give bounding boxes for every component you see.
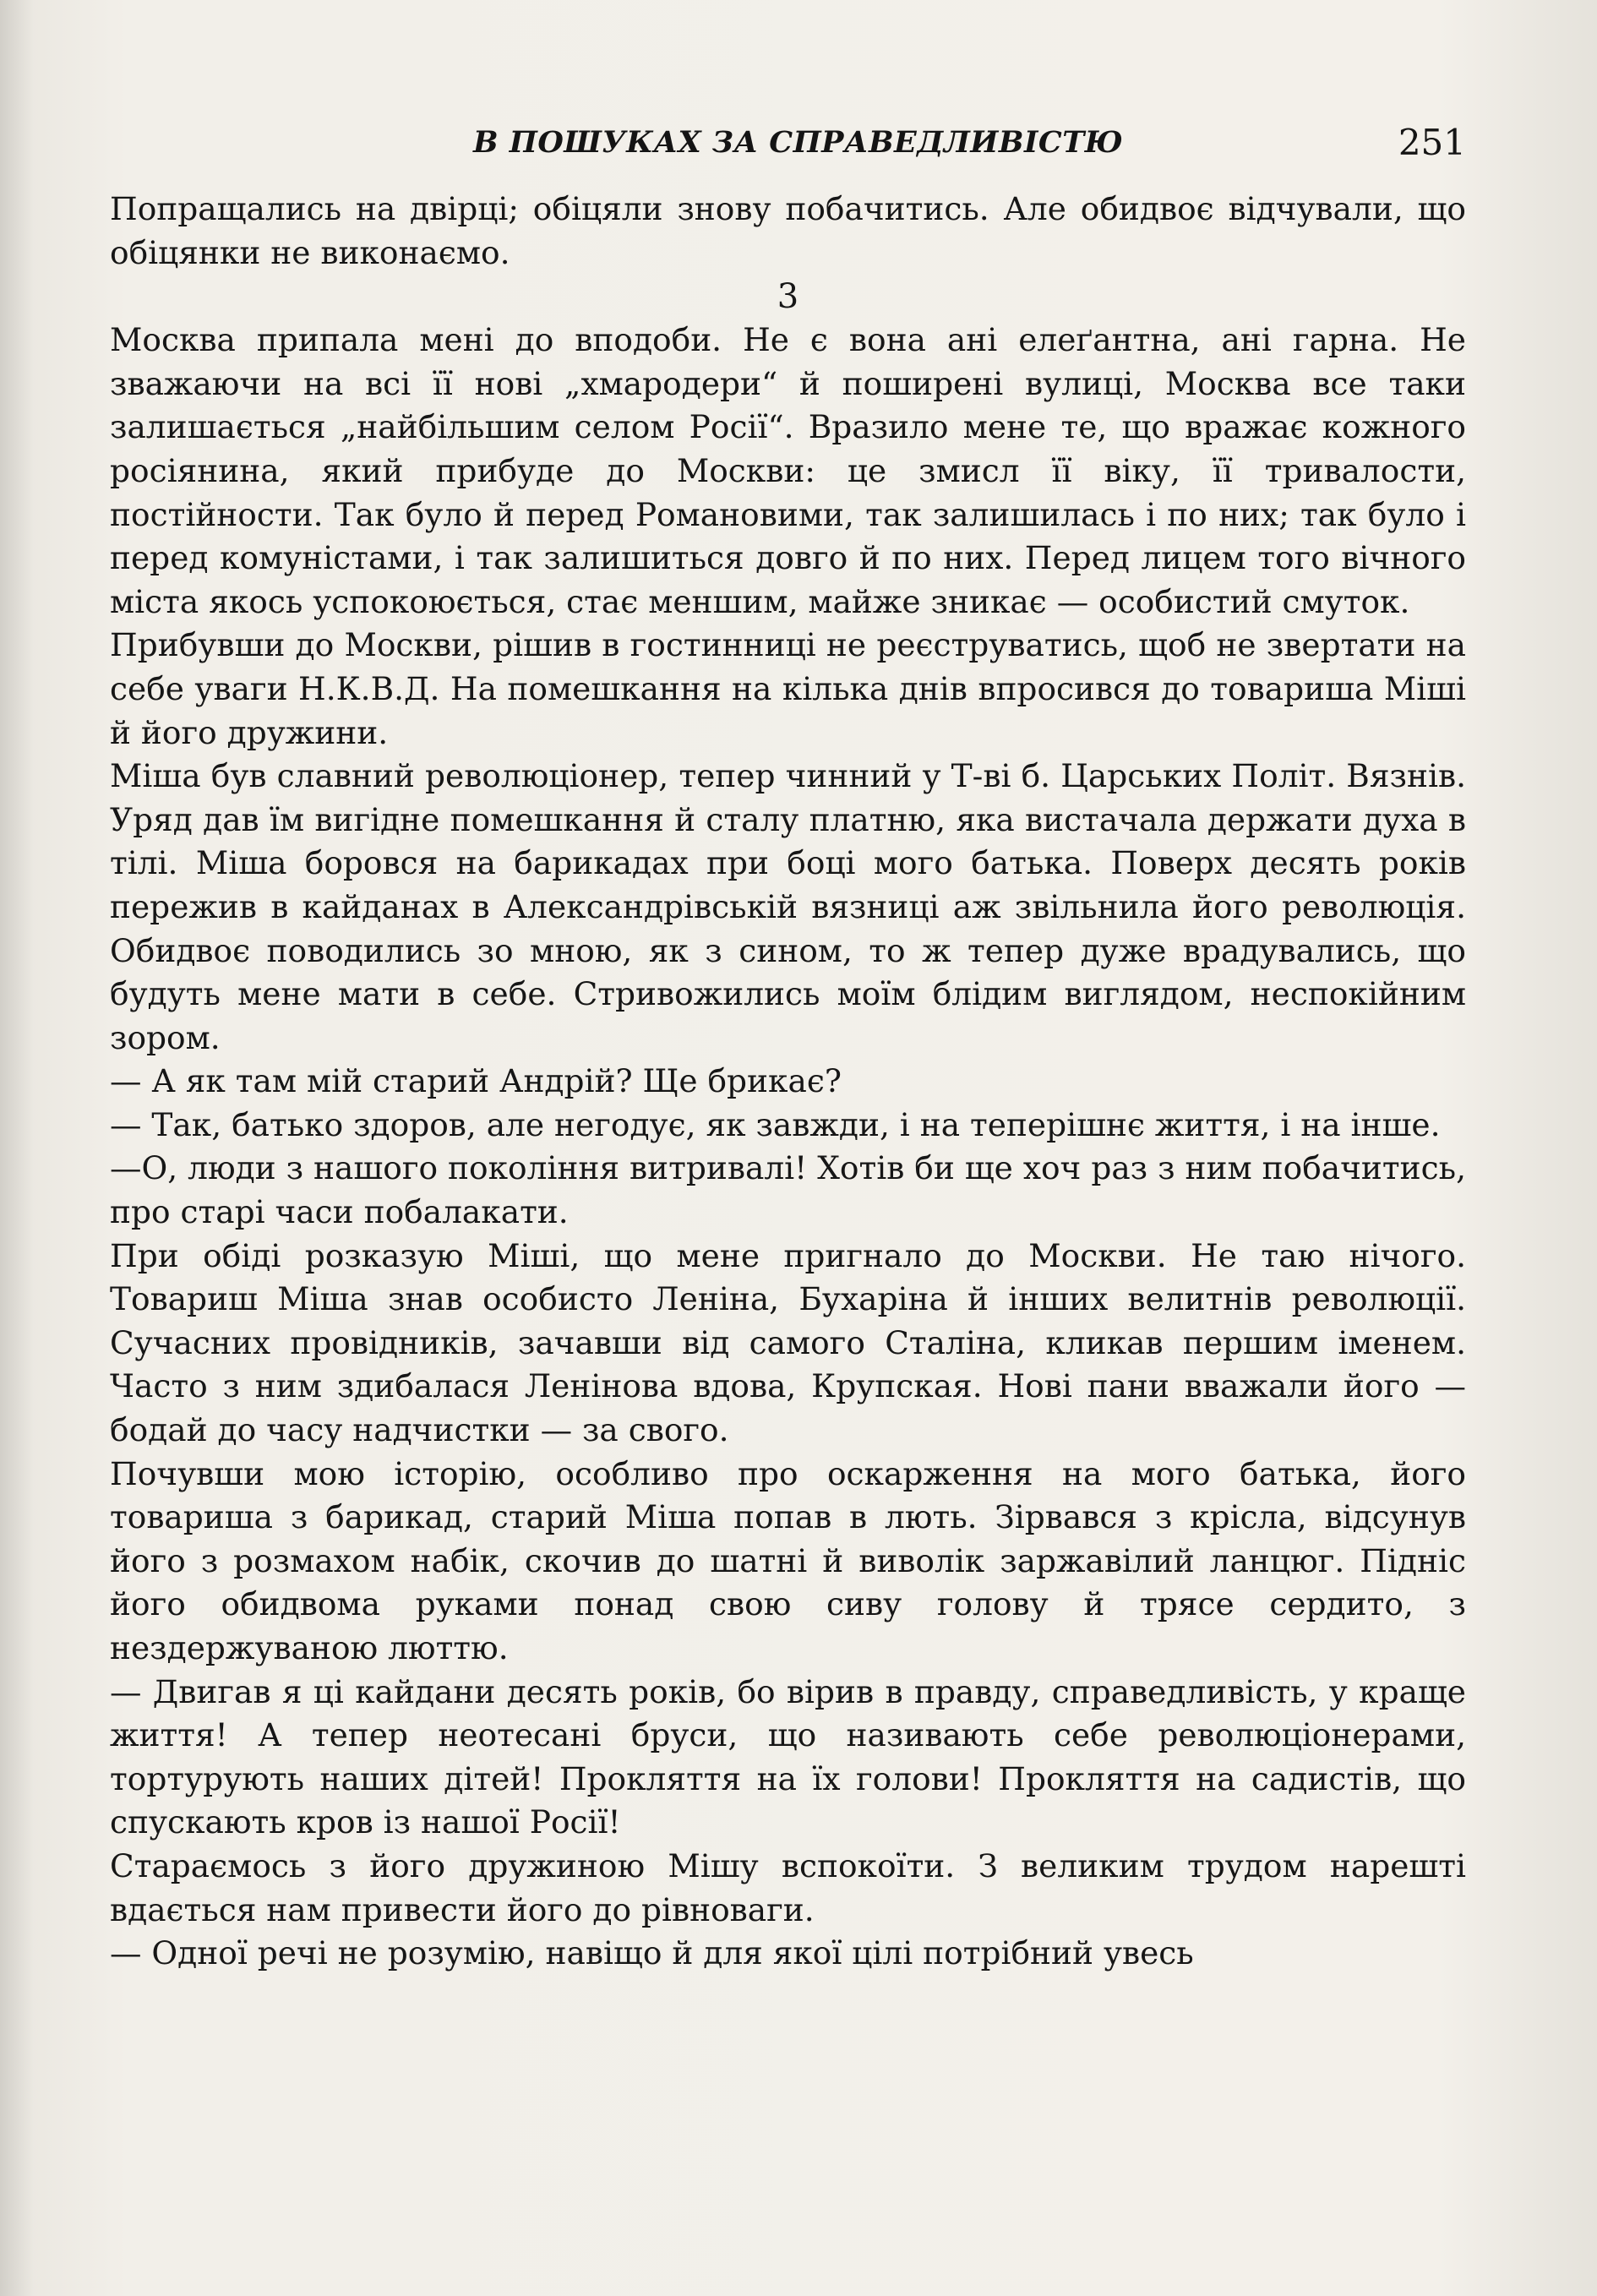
- paragraph: При обіді розказую Міші, що мене пригнало до Москви. Не таю нічого. Товариш Міша знав особисто Леніна, Бухаріна й інших велитнів революції. Сучасних провідників, зачавши від самого Сталіна, кликав першим іменем. Часто з ним здибалася Ленінова вдова, Крупская. Нові пани вважали його — бодай до часу надчистки — за свого.: [110, 1236, 1466, 1449]
- running-title: В ПОШУКАХ ЗА СПРАВЕДЛИВІСТЮ: [473, 125, 1124, 160]
- paragraph: Почувши мою історію, особливо про оскарження на мого батька, його товариша з барикад, старий Міша попав в лють. Зірвався з крісла, відсунув його з розмахом набік, скочив до шатні й виволік заржавілий ланцюг. Підніс його обидвома руками понад свою сиву голову й трясе сердито, з нездержуваною люттю.: [110, 1454, 1466, 1666]
- dialogue-line: — Двигав я ці кайдани десять років, бо вірив в правду, справедливість, у краще життя! А тепер неотесані бруси, що називають себе революціонерами, тортурують наших дітей! Прокляття на їх голови! Прокляття на садистів, що спускають кров із нашої Росії!: [110, 1672, 1466, 1841]
- paragraph: Міша був славний революціонер, тепер чинний у Т-ві б. Царських Політ. Вязнів. Уряд дав їм вигідне помешкання й сталу платню, яка вистачала держати духа в тілі. Міша боровся на барикадах при боці мого батька. Поверх десять років пережив в кайданах в Александрівській вязниці аж звільнила його революція. Обидвоє поводились зо мною, як з сином, то ж тепер дуже врадувались, що будуть мене мати в себе. Стривожились моїм блідим виглядом, неспокійним зором.: [110, 757, 1466, 1056]
- paragraph: Прибувши до Москви, рішив в гостинниці не реєструватись, щоб не звертати на себе уваги Н.К.В.Д. На помешкання на кілька днів впросився до товариша Міші й його дружини.: [110, 626, 1466, 751]
- paragraph: Стараємось з його дружиною Мішу вспокоїти. З великим трудом нарешті вдається нам привести його до рівноваги.: [110, 1846, 1466, 1928]
- body-text: [110, 188, 1466, 1976]
- section-number: 3: [777, 277, 799, 317]
- dialogue-line: — А як там мій старий Андрій? Ще брикає?: [110, 1062, 842, 1100]
- paragraph: Москва припала мені до вподоби. Не є вона ані елеґантна, ані гарна. Не зважаючи на всі її нові „хмародери“ й поширені вулиці, Москва все таки залишається „найбільшим селом Росії“. Вразило мене те, що вражає кожного росіянина, який прибуде до Москви: це змисл її віку, її тривалости, постійности. Так було й перед Романовими, так залишилась і по них; так було і перед комуністами, і так залишиться довго й по них. Перед лицем того вічного міста якось успокоюється, стає меншим, майже зникає — особистий смуток.: [110, 321, 1466, 620]
- dialogue-line: — Одної речі не розумію, навіщо й для якої цілі потрібний увесь: [110, 1934, 1194, 1972]
- dialogue-line: — Так, батько здоров, але негодує, як завжди, і на теперішнє життя, і на інше.: [110, 1105, 1441, 1143]
- paragraph: Попращались на двірці; обіцяли знову побачитись. Але обидвоє відчували, що обіцянки не виконаємо.: [110, 190, 1466, 271]
- page-header: [110, 118, 1466, 169]
- gutter-shadow: [0, 0, 34, 2296]
- page-number: 251: [1398, 122, 1466, 163]
- dialogue-line: —О, люди з нашого покоління витривалі! Хотів би ще хоч раз з ним побачитись, про старі часи побалакати.: [110, 1149, 1466, 1231]
